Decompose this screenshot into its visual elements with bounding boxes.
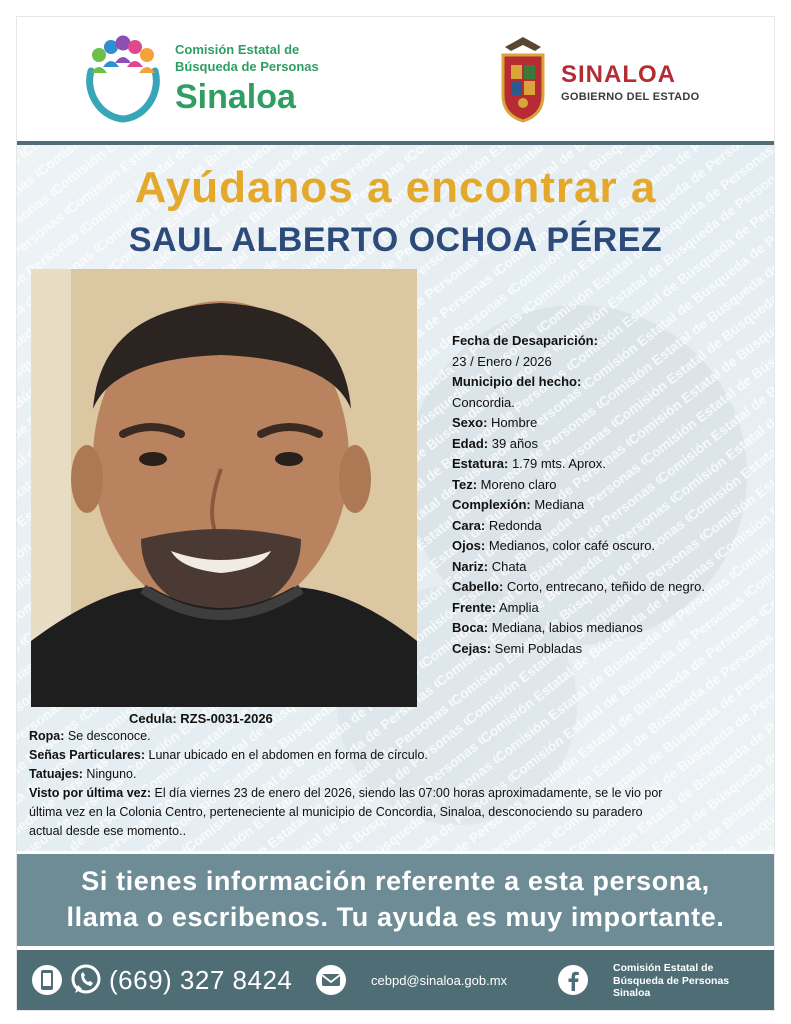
commission-state-name: Sinaloa xyxy=(175,78,296,116)
frente-value: Amplia xyxy=(496,599,539,615)
cabello-label: Cabello: xyxy=(452,579,504,594)
estatura-label: Estatura: xyxy=(452,456,509,471)
senas-label: Señas Particulares: xyxy=(29,748,146,762)
visto-line1: El día viernes 23 de enero del 2026, siendo las 07:00 horas aproximadamente, se le vio por xyxy=(151,786,663,800)
tez-label: Tez: xyxy=(452,476,478,492)
cara-value: Redonda xyxy=(485,517,542,533)
ojos-label: Ojos: xyxy=(452,538,486,553)
visto-line2: última vez en la Colonia Centro, perteneciente al municipio de Concordia, Sinaloa, desconociendo su paradero xyxy=(29,805,643,819)
contact-phone[interactable]: (669) 327 8424 xyxy=(109,965,293,995)
cta-line-1: Si tienes información referente a esta persona, xyxy=(81,866,710,896)
estatura-value: 1.79 mts. Aprox. xyxy=(508,456,606,471)
ojos-value: Medianos, color café oscuro. xyxy=(485,538,656,553)
tez-value: Moreno claro xyxy=(477,476,557,492)
frente-label: Frente: xyxy=(452,599,497,615)
state-government-label: GOBIERNO DEL ESTADO xyxy=(561,91,700,103)
edad-label: Edad: xyxy=(452,435,489,451)
fecha-label: Fecha de Desaparición: xyxy=(452,333,598,348)
sinaloa-coat-of-arms xyxy=(497,33,549,123)
facebook-icon xyxy=(557,964,591,996)
visto-label: Visto por última vez: xyxy=(29,786,152,800)
cara-label: Cara: xyxy=(452,517,486,533)
whatsapp-icon xyxy=(69,964,103,996)
appeal-heading: Ayúdanos a encontrar a xyxy=(134,163,657,212)
missing-person-poster xyxy=(16,16,775,1011)
ropa-label: Ropa: xyxy=(29,729,65,743)
sexo-label: Sexo: xyxy=(452,415,488,430)
municipio-value: Concordia. xyxy=(452,394,515,410)
email-icon xyxy=(315,964,349,996)
additional-info xyxy=(29,727,764,841)
boca-value: Mediana, labios medianos xyxy=(488,620,643,635)
nariz-value: Chata xyxy=(488,558,527,574)
call-to-action-banner xyxy=(17,854,774,946)
cta-line-2: llama o escribenos. Tu ayuda es muy importante. xyxy=(66,902,725,932)
commission-name: Comisión Estatal de Búsqueda de Personas xyxy=(175,42,319,74)
contact-footer xyxy=(17,950,774,1010)
state-name: SINALOA xyxy=(561,61,676,88)
edad-value: 39 años xyxy=(488,435,538,451)
cedula-number: Cedula: RZS-0031-2026 xyxy=(129,711,273,726)
mobile-phone-icon xyxy=(31,964,65,996)
nariz-label: Nariz: xyxy=(452,558,489,574)
visto-line3: actual desde ese momento.. xyxy=(29,824,187,838)
contact-email[interactable]: cebpd@sinaloa.gob.mx xyxy=(371,973,508,988)
poster-header xyxy=(17,17,774,141)
facebook-page-name[interactable]: Comisión Estatal de Búsqueda de Personas Sinaloa xyxy=(613,962,730,999)
sexo-value: Hombre xyxy=(487,415,538,430)
tatuajes-value: Ninguno. xyxy=(82,767,137,781)
fecha-value: 23 / Enero / 2026 xyxy=(452,353,552,369)
commission-logo xyxy=(81,33,165,123)
physical-description xyxy=(452,331,762,659)
complexion-value: Mediana xyxy=(530,497,585,512)
poster-body xyxy=(17,145,774,851)
tatuajes-label: Tatuajes: xyxy=(29,767,83,781)
boca-label: Boca: xyxy=(452,620,489,635)
complexion-label: Complexión: xyxy=(452,497,531,512)
missing-person-photo xyxy=(31,269,417,707)
cabello-value: Corto, entrecano, teñido de negro. xyxy=(503,579,705,594)
missing-person-name: SAUL ALBERTO OCHOA PÉREZ xyxy=(128,221,663,259)
cejas-value: Semi Pobladas xyxy=(491,640,583,656)
ropa-value: Se desconoce. xyxy=(64,729,151,743)
municipio-label: Municipio del hecho: xyxy=(452,374,582,389)
cejas-label: Cejas: xyxy=(452,640,492,656)
senas-value: Lunar ubicado en el abdomen en forma de círculo. xyxy=(145,748,428,762)
